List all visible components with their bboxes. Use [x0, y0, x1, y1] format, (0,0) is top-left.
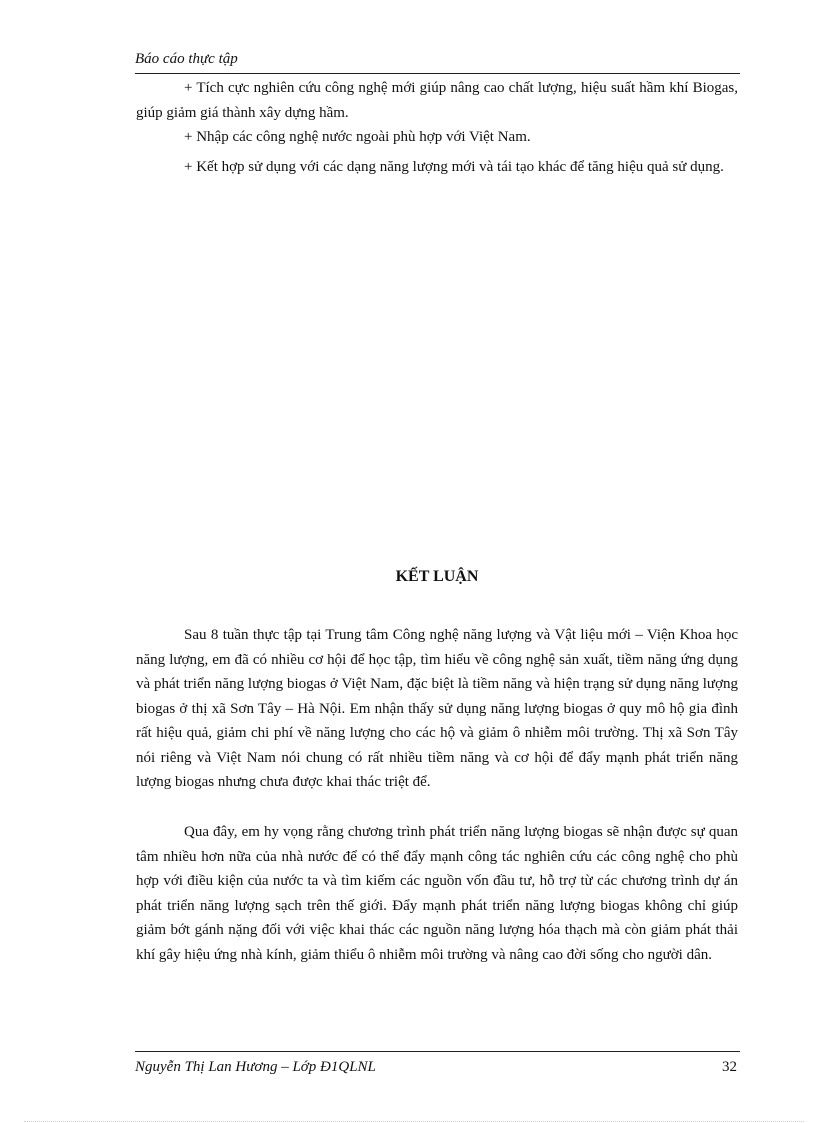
bullet-item-research: + Tích cực nghiên cứu công nghệ mới giúp nâng cao chất lượng, hiệu suất hầm khí Biogas, giúp giảm giá thành xây dựng hầm. [136, 80, 738, 121]
section-title: KẾT LUẬN [395, 568, 479, 585]
conclusion-paragraph-2: Qua đây, em hy vọng rằng chương trình phát triển năng lượng biogas sẽ nhận được sự quan tâm nhiều hơn nữa của nhà nước để có thể đẩy mạnh công tác nghiên cứu các công nghệ cho phù hợp với điều kiện của nước ta và tìm kiếm các nguồn vốn đầu tư, hỗ trợ từ các chương trình dự án phát triển năng lượng sạch trên thế giới. Đẩy mạnh phát triển năng lượng biogas không chỉ giúp giảm bớt gánh nặng đối với việc khai thác các nguồn năng lượng hóa thạch mà còn giảm phát thải khí gây hiệu ứng nhà kính, giảm thiểu ô nhiễm môi trường và nâng cao đời sống cho người dân. [136, 824, 738, 963]
footer-author: Nguyễn Thị Lan Hương – Lớp Đ1QLNL [135, 1059, 376, 1075]
page-number: 32 [722, 1059, 737, 1075]
page-edge-divider [24, 1121, 804, 1122]
conclusion-paragraph-1: Sau 8 tuần thực tập tại Trung tâm Công nghệ năng lượng và Vật liệu mới – Viện Khoa học năng lượng, em đã có nhiều cơ hội để học tập, tìm hiểu về công nghệ sản xuất, tiềm năng ứng dụng và phát triển năng lượng biogas ở Việt Nam, đặc biệt là tiềm năng và hiện trạng sử dụng năng lượng biogas ở thị xã Sơn Tây – Hà Nội. Em nhận thấy sử dụng năng lượng biogas ở quy mô hộ gia đình rất hiệu quả, giảm chi phí về năng lượng cho các hộ và giảm ô nhiễm môi trường. Thị xã Sơn Tây nói riêng và Việt Nam nói chung có rất nhiều tiềm năng và cơ hội để đẩy mạnh phát triển năng lượng biogas nhưng chưa được khai thác triệt để. [136, 627, 738, 790]
bullet-item-combine: + Kết hợp sử dụng với các dạng năng lượng mới và tái tạo khác để tăng hiệu quả sử dụng. [184, 159, 724, 175]
bullet-item-import: + Nhập các công nghệ nước ngoài phù hợp với Việt Nam. [184, 129, 531, 145]
page-header [135, 49, 740, 74]
header-title: Báo cáo thực tập [135, 51, 238, 67]
page-footer [135, 1051, 740, 1078]
